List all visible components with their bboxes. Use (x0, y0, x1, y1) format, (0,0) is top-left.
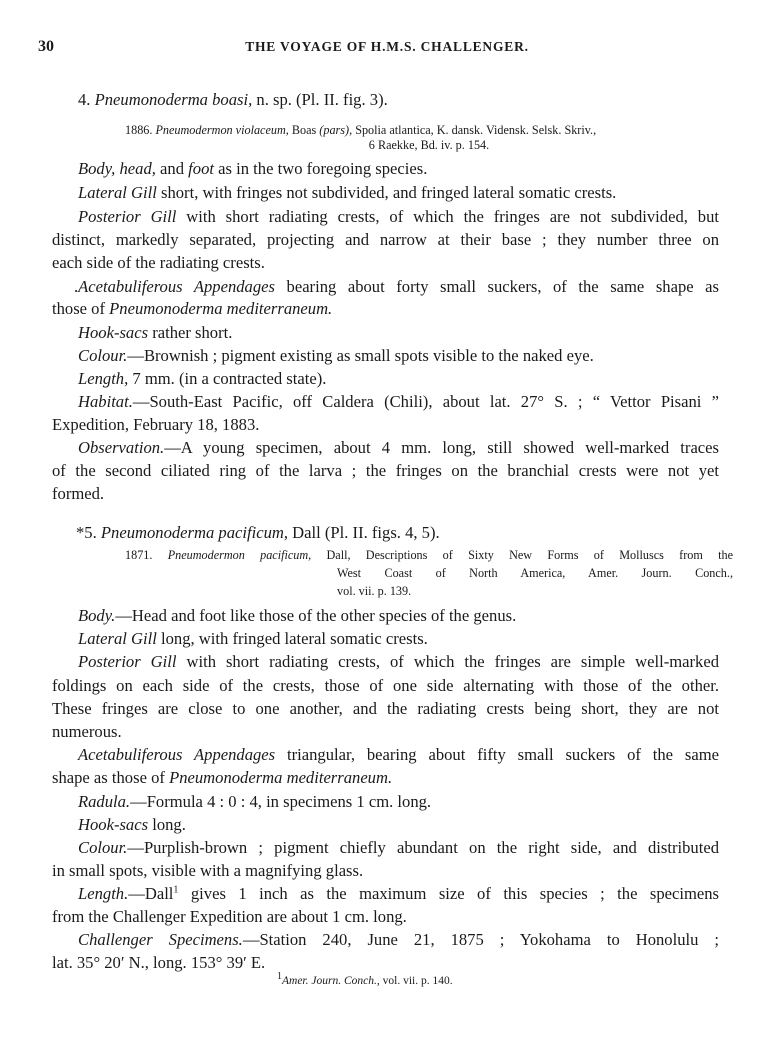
species-4-citation-line-1: 1886. Pneumodermon violaceum, Boas (pars), Spolia atlantica, K. dansk. Vidensk. Selsk. Skriv., (125, 123, 597, 137)
species-4-name: Pneumonoderma boasi, (94, 90, 253, 109)
species-5-body: Body.—Head and foot like those of the other species of the genus. (78, 606, 517, 625)
species-5-lateral-gill: Lateral Gill long, with fringed lateral somatic crests. (78, 629, 428, 648)
species-4-lateral-gill: Lateral Gill short, with fringes not subdivided, and fringed lateral somatic crests. (78, 183, 617, 202)
species-4-posterior-gill-line-2: distinct, markedly separated, projecting and narrow at their base ; they number three on (52, 230, 719, 249)
species-4-body: Body, head, and foot as in the two foregoing species. (78, 159, 428, 178)
species-4-observation-line-1: Observation.—A young specimen, about 4 mm. long, still showed well-marked traces (78, 438, 719, 457)
species-5-length-line-2: from the Challenger Expedition are about 1 cm. long. (52, 907, 407, 926)
species-4-hook-sacs: Hook-sacs rather short. (78, 323, 233, 342)
running-head: THE VOYAGE OF H.M.S. CHALLENGER. (245, 39, 529, 54)
species-5-challenger-line-2: lat. 35° 20′ N., long. 153° 39′ E. (52, 953, 266, 972)
species-5-citation-line-3: vol. vii. p. 139. (337, 584, 412, 598)
species-5-colour-line-1: Colour.—Purplish-brown ; pigment chiefly abundant on the right side, and distributed (78, 838, 719, 857)
species-5-posterior-gill-line-4: numerous. (52, 722, 122, 741)
species-4-citation-line-2: 6 Raekke, Bd. iv. p. 154. (368, 138, 490, 152)
species-4-observation-line-2: of the second ciliated ring of the larva ; the fringes on the branchial crests were not yet (52, 461, 719, 480)
page-number: 30 (38, 38, 54, 55)
species-4-habitat-line-2: Expedition, February 18, 1883. (52, 415, 260, 434)
species-4-acetabuliferous-line-2: those of Pneumonoderma mediterraneum. (52, 299, 333, 318)
species-5-colour-line-2: in small spots, visible with a magnifying glass. (52, 861, 364, 880)
species-4-observation-line-3: formed. (52, 484, 105, 503)
species-5-citation-line-1: 1871. Pneumodermon pacificum, Dall, Descriptions of Sixty New Forms of Molluscs from the (125, 548, 733, 562)
species-5-challenger-line-1: Challenger Specimens.—Station 240, June 21, 1875 ; Yokohama to Honolulu ; (78, 930, 720, 949)
species-5-heading: *5. Pneumonoderma pacificum, Dall (Pl. II. figs. 4, 5). (76, 523, 440, 542)
species-5-citation-line-2: West Coast of North America, Amer. Journ. Conch., (337, 566, 733, 580)
species-4-posterior-gill-line-3: each side of the radiating crests. (52, 253, 265, 272)
footnote-reference: 1 (173, 884, 179, 896)
species-4-acetabuliferous-line-1: .Acetabuliferous Appendages bearing about forty small suckers, of the same shape as (74, 277, 719, 296)
species-4-habitat-line-1: Habitat.—South-East Pacific, off Caldera (Chili), about lat. 27° S. ; “ Vettor Pisani ” (78, 392, 719, 411)
species-4-heading: 4. Pneumonoderma boasi, n. sp. (Pl. II. fig. 3). (78, 90, 388, 109)
species-5-radula: Radula.—Formula 4 : 0 : 4, in specimens 1 cm. long. (78, 792, 432, 811)
species-4-colour: Colour.—Brownish ; pigment existing as small spots visible to the naked eye. (78, 346, 594, 365)
species-5-acetabuliferous-line-1: Acetabuliferous Appendages triangular, bearing about fifty small suckers of the same (78, 745, 719, 764)
species-4-length: Length, 7 mm. (in a contracted state). (78, 369, 327, 388)
species-5-posterior-gill-line-1: Posterior Gill with short radiating crests, of which the fringes are simple well-marked (78, 652, 719, 671)
species-5-length-line-1: Length.—Dall$^1$ gives 1 inch as the maximum size of this species ; the specimens (78, 884, 720, 903)
species-5-acetabuliferous-line-2: shape as those of Pneumonoderma mediterraneum. (52, 768, 393, 787)
species-5-posterior-gill-line-3: These fringes are close to one another, and the radiating crests being short, they are not (52, 699, 719, 718)
species-5-hook-sacs: Hook-sacs long. (78, 815, 186, 834)
page-header (38, 38, 736, 62)
species-5-name: Pneumonoderma pacificum, (100, 523, 289, 542)
footnote: $^1$Amer. Journ. Conch., vol. vii. p. 140. (277, 971, 453, 987)
species-5-posterior-gill-line-2: foldings on each side of the crests, those of one side alternating with those of the other. (52, 676, 719, 695)
species-4-posterior-gill-line-1: Posterior Gill with short radiating crests, of which the fringes are not subdivided, but (78, 207, 719, 226)
